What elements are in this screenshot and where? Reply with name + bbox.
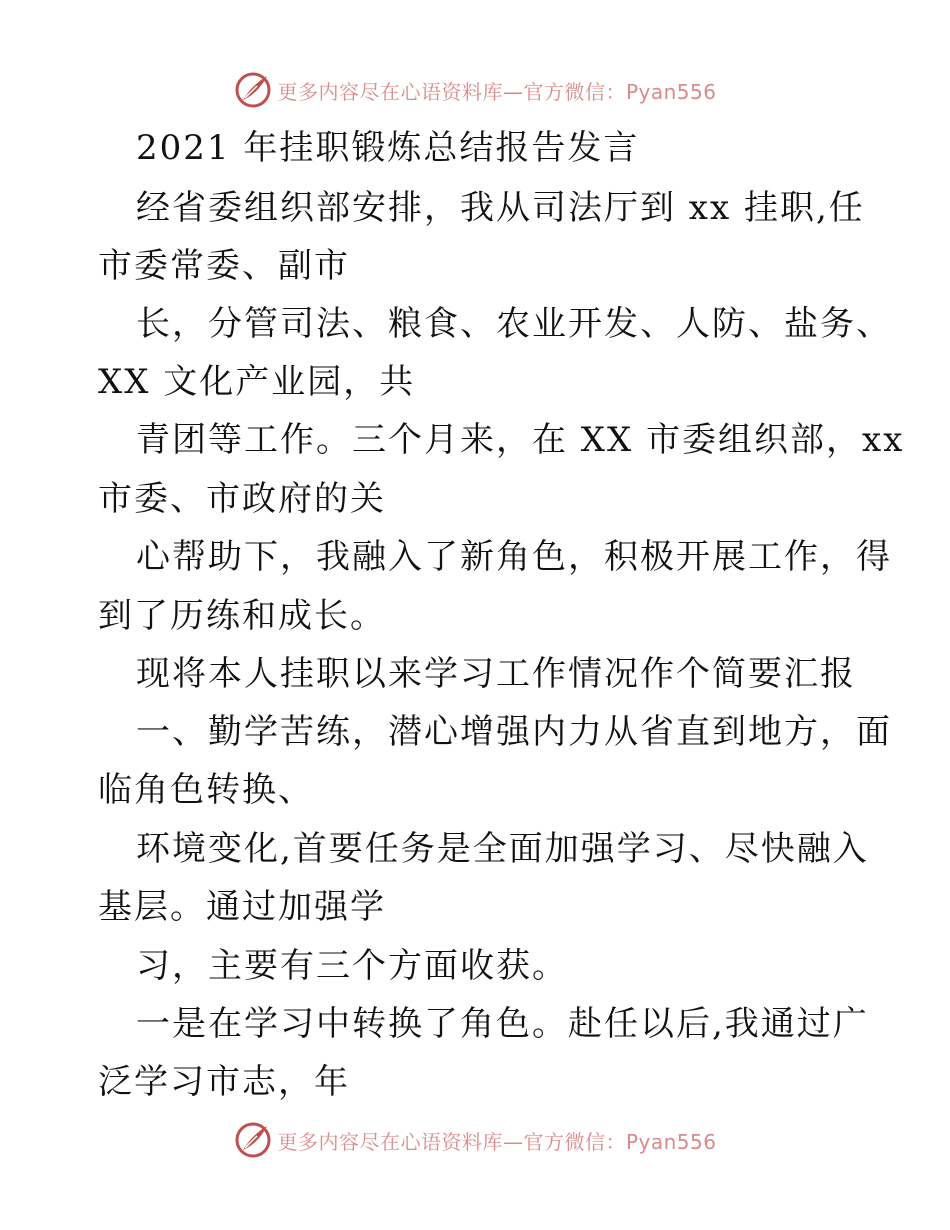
- text-line: 一、勤学苦练，潜心增强内力从省直到地方，面: [136, 712, 892, 752]
- text-line: 长，分管司法、粮食、农业开发、人防、盐务、: [136, 304, 892, 344]
- text-line: XX 文化产业园，共: [98, 362, 416, 402]
- text-line: 市委、市政府的关: [98, 479, 386, 519]
- text-line: 泛学习市志，年: [98, 1062, 350, 1102]
- text-line: 习，主要有三个方面收获。: [136, 946, 568, 986]
- text-line: 环境变化,首要任务是全面加强学习、尽快融入: [136, 829, 869, 869]
- text-line: 基层。通过加强学: [98, 887, 386, 927]
- text-line: 青团等工作。三个月来，在 XX 市委组织部，xx: [136, 420, 905, 460]
- watermark-text: 更多内容尽在心语资料库—官方微信：Pyan556: [277, 79, 717, 104]
- text-line: 临角色转换、: [98, 770, 314, 810]
- quill-logo-icon: [233, 70, 273, 110]
- footer-watermark: [0, 1118, 950, 1162]
- text-line: 心帮助下，我融入了新角色，积极开展工作，得: [136, 537, 892, 577]
- header-watermark: [0, 68, 950, 112]
- text-line: 到了历练和成长。: [98, 596, 386, 636]
- text-line: 市委常委、副市: [98, 246, 350, 286]
- text-line: 现将本人挂职以来学习工作情况作个简要汇报: [136, 654, 856, 694]
- watermark-text: 更多内容尽在心语资料库—官方微信：Pyan556: [277, 1129, 717, 1154]
- text-line: 一是在学习中转换了角色。赴任以后,我通过广: [136, 1004, 869, 1044]
- quill-logo-icon: [233, 1120, 273, 1160]
- text-line: 经省委组织部安排，我从司法厅到 xx 挂职,任: [136, 188, 865, 228]
- document-title: 2021 年挂职锻炼总结报告发言: [136, 128, 640, 168]
